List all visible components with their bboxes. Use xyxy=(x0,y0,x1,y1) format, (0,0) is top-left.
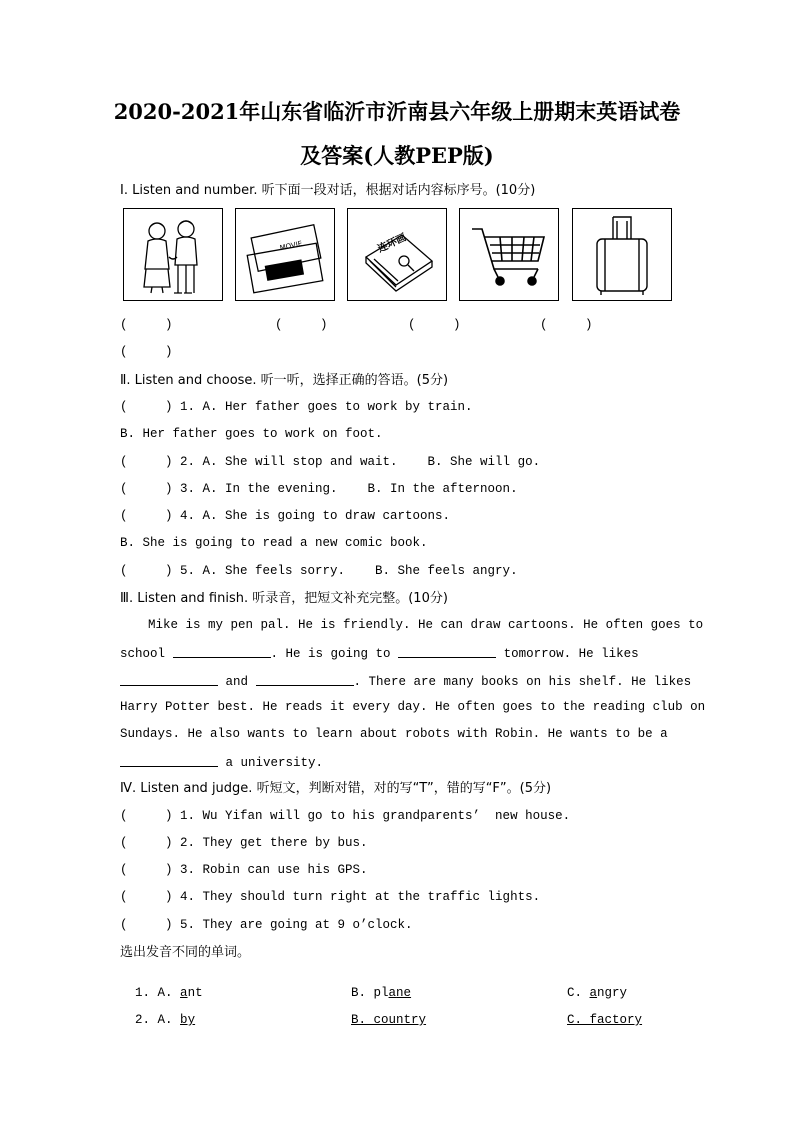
option-text: b xyxy=(180,1013,188,1027)
comic-book-label: 连环画 xyxy=(376,232,409,255)
fill-blank-4[interactable] xyxy=(256,673,354,686)
phonics-row-1-c xyxy=(552,972,627,1000)
fill-blank-5[interactable] xyxy=(120,754,218,767)
phonics-row-2 xyxy=(120,999,195,1027)
option-text: y xyxy=(187,1013,196,1027)
section-1-heading: Ⅰ. Listen and number. 听下面一段对话，根据对话内容标序号。(10分) xyxy=(120,183,536,198)
section-3-heading: Ⅲ. Listen and finish. 听录音，把短文补充完整。(10分) xyxy=(120,591,448,606)
option-text: y xyxy=(634,1013,643,1027)
option-num: 2. A. xyxy=(135,1013,173,1027)
option-num: 1. A. xyxy=(135,986,173,1000)
question-line: ( ) 5. A. She feels sorry. B. She feels angry. xyxy=(120,564,518,578)
passage-text: . There are many books on his shelf. He likes xyxy=(353,675,692,689)
passage-line: Harry Potter best. He reads it every day. He often goes to the reading club on xyxy=(120,700,706,714)
option-text: B. pl xyxy=(351,986,389,1000)
option-text: ngry xyxy=(597,986,628,1000)
comic-book-icon xyxy=(347,208,447,301)
question-line: B. Her father goes to work on foot. xyxy=(120,427,383,441)
answer-bracket-1[interactable]: ( ) xyxy=(120,318,173,332)
movie-ticket-label: MOVIE xyxy=(279,239,303,253)
phonics-row-2-c xyxy=(552,999,642,1027)
passage-text: school xyxy=(120,647,166,661)
page-subtitle: 及答案(人教PEP版) xyxy=(300,143,494,168)
passage-line: Mike is my pen pal. He is friendly. He can draw cartoons. He often goes to xyxy=(148,618,704,632)
passage-text: tomorrow. He likes xyxy=(503,647,639,661)
answer-bracket-5[interactable]: ( ) xyxy=(120,345,173,359)
option-text: C. xyxy=(567,986,590,1000)
answer-bracket-2[interactable]: ( ) xyxy=(275,318,328,332)
option-text: y xyxy=(418,1013,427,1027)
grandparents-icon xyxy=(123,208,223,301)
judge-line: ( ) 5. They are going at 9 o’clock. xyxy=(120,918,413,932)
phonics-row-1-b xyxy=(336,972,411,1000)
section-2-heading: Ⅱ. Listen and choose. 听一听，选择正确的答语。(5分) xyxy=(120,373,449,388)
section-4-heading: Ⅳ. Listen and judge. 听短文，判断对错，对的写“T”，错的写“F”。(5分) xyxy=(120,781,552,796)
judge-line: ( ) 1. Wu Yifan will go to his grandparents’ new house. xyxy=(120,809,571,823)
question-line: B. She is going to read a new comic book. xyxy=(120,536,428,550)
question-line: ( ) 1. A. Her father goes to work by train. xyxy=(120,400,473,414)
answer-bracket-3[interactable]: ( ) xyxy=(408,318,461,332)
shopping-cart-icon xyxy=(459,208,559,301)
option-text: B. countr xyxy=(351,1013,419,1027)
movie-tickets-icon xyxy=(235,208,335,301)
suitcase-icon xyxy=(572,208,672,301)
passage-line xyxy=(120,754,668,770)
passage-text: and xyxy=(225,675,249,689)
fill-blank-1[interactable] xyxy=(173,645,271,658)
section-5-heading: 选出发音不同的单词。 xyxy=(120,945,251,960)
option-text: a xyxy=(388,986,397,1000)
fill-blank-3[interactable] xyxy=(120,673,218,686)
passage-text: a university. xyxy=(225,756,324,770)
option-text: a xyxy=(589,986,598,1000)
passage-line xyxy=(120,645,668,661)
question-line: ( ) 4. A. She is going to draw cartoons. xyxy=(120,509,451,523)
question-line: ( ) 3. A. In the evening. B. In the afternoon. xyxy=(120,482,518,496)
judge-line: ( ) 2. They get there by bus. xyxy=(120,836,368,850)
page-title: 2020-2021年山东省临沂市沂南县六年级上册期末英语试卷 xyxy=(113,99,681,124)
judge-line: ( ) 4. They should turn right at the traffic lights. xyxy=(120,890,541,904)
option-text: ne xyxy=(396,986,412,1000)
passage-line: Sundays. He also wants to learn about robots with Robin. He wants to be a xyxy=(120,727,668,741)
phonics-row-2-b xyxy=(336,999,426,1027)
passage-line xyxy=(120,673,692,689)
fill-blank-2[interactable] xyxy=(398,645,496,658)
option-text: a xyxy=(180,986,188,1000)
answer-bracket-4[interactable]: ( ) xyxy=(540,318,593,332)
option-text: nt xyxy=(187,986,203,1000)
passage-text: . He is going to xyxy=(270,647,391,661)
option-text: C. factor xyxy=(567,1013,635,1027)
phonics-row-1 xyxy=(120,972,203,1000)
judge-line: ( ) 3. Robin can use his GPS. xyxy=(120,863,368,877)
question-line: ( ) 2. A. She will stop and wait. B. She will go. xyxy=(120,455,541,469)
